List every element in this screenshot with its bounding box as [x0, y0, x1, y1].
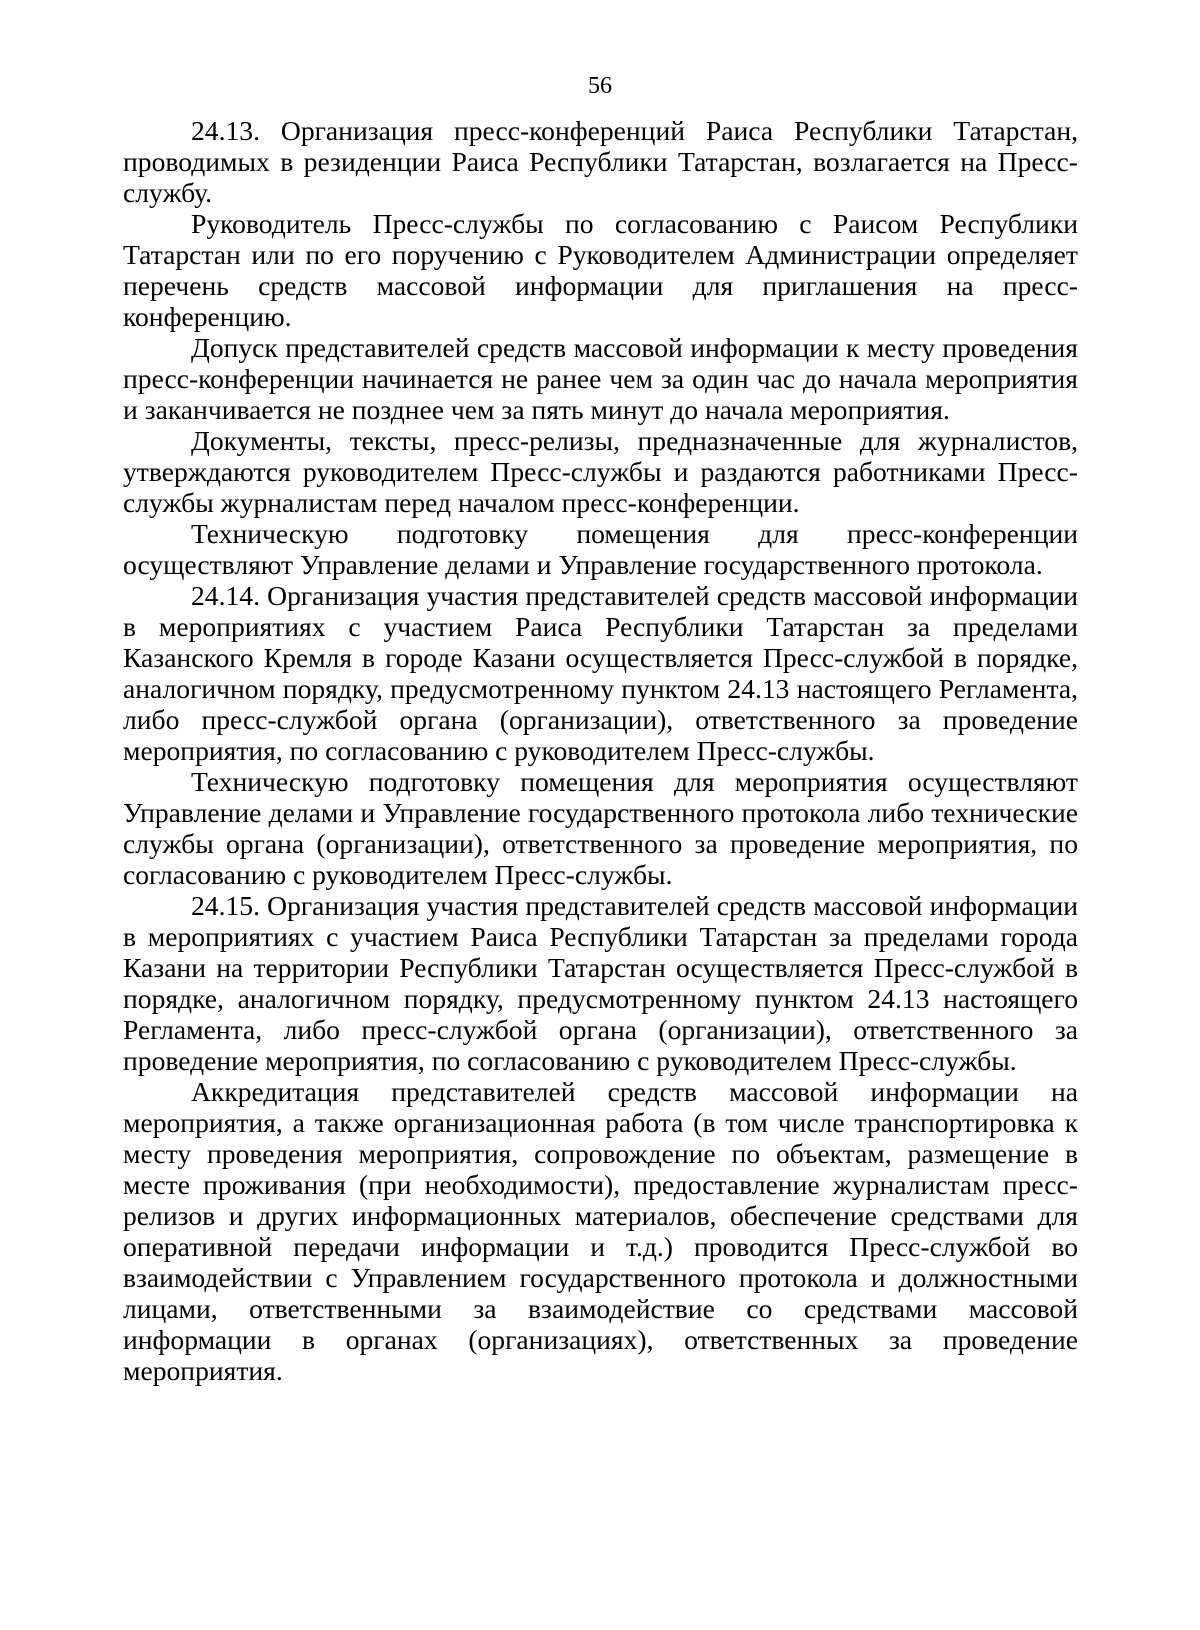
document-body	[123, 115, 1078, 1386]
paragraph-invitation-list: Руководитель Пресс-службы по согласованию с Раисом Республики Татарстан или по его поручению с Руководителем Администрации определяет перечень средств массовой информации для приглашения на пресс-конференцию.	[123, 208, 1078, 332]
paragraph-24-15: 24.15. Организация участия представителей средств массовой информации в мероприятиях с участием Раиса Республики Татарстан за пределами города Казани на территории Республики Татарстан осуществляется Пресс-службой в порядке, аналогичном порядку, предусмотренному пунктом 24.13 настоящего Регламента, либо пресс-службой органа (организации), ответственного за проведение мероприятия, по согласованию с руководителем Пресс-службы.	[123, 890, 1078, 1076]
paragraph-admission: Допуск представителей средств массовой информации к месту проведения пресс-конференции начинается не ранее чем за один час до начала мероприятия и заканчивается не позднее чем за пять минут до начала мероприятия.	[123, 332, 1078, 425]
paragraph-24-13: 24.13. Организация пресс-конференций Раиса Республики Татарстан, проводимых в резиденции Раиса Республики Татарстан, возлагается на Пресс-службу.	[123, 115, 1078, 208]
paragraph-24-14: 24.14. Организация участия представителей средств массовой информации в мероприятиях с участием Раиса Республики Татарстан за пределами Казанского Кремля в городе Казани осуществляется Пресс-службой в порядке, аналогичном порядку, предусмотренному пунктом 24.13 настоящего Регламента, либо пресс-службой органа (организации), ответственного за проведение мероприятия, по согласованию с руководителем Пресс-службы.	[123, 580, 1078, 766]
page-number: 56	[588, 73, 612, 99]
paragraph-technical-preparation-event: Техническую подготовку помещения для мероприятия осуществляют Управление делами и Управление государственного протокола либо технические службы органа (организации), ответственного за проведение мероприятия, по согласованию с руководителем Пресс-службы.	[123, 766, 1078, 890]
paragraph-technical-preparation: Техническую подготовку помещения для пресс-конференции осуществляют Управление делами и Управление государственного протокола.	[123, 518, 1078, 580]
paragraph-documents: Документы, тексты, пресс-релизы, предназначенные для журналистов, утверждаются руководителем Пресс-службы и раздаются работниками Пресс-службы журналистам перед началом пресс-конференции.	[123, 425, 1078, 518]
paragraph-accreditation: Аккредитация представителей средств массовой информации на мероприятия, а также организационная работа (в том числе транспортировка к месту проведения мероприятия, сопровождение по объектам, размещение в месте проживания (при необходимости), предоставление журналистам пресс-релизов и других информационных материалов, обеспечение средствами для оперативной передачи информации и т.д.) проводится Пресс-службой во взаимодействии с Управлением государственного протокола и должностными лицами, ответственными за взаимодействие со средствами массовой информации в органах (организациях), ответственных за проведение мероприятия.	[123, 1076, 1078, 1386]
